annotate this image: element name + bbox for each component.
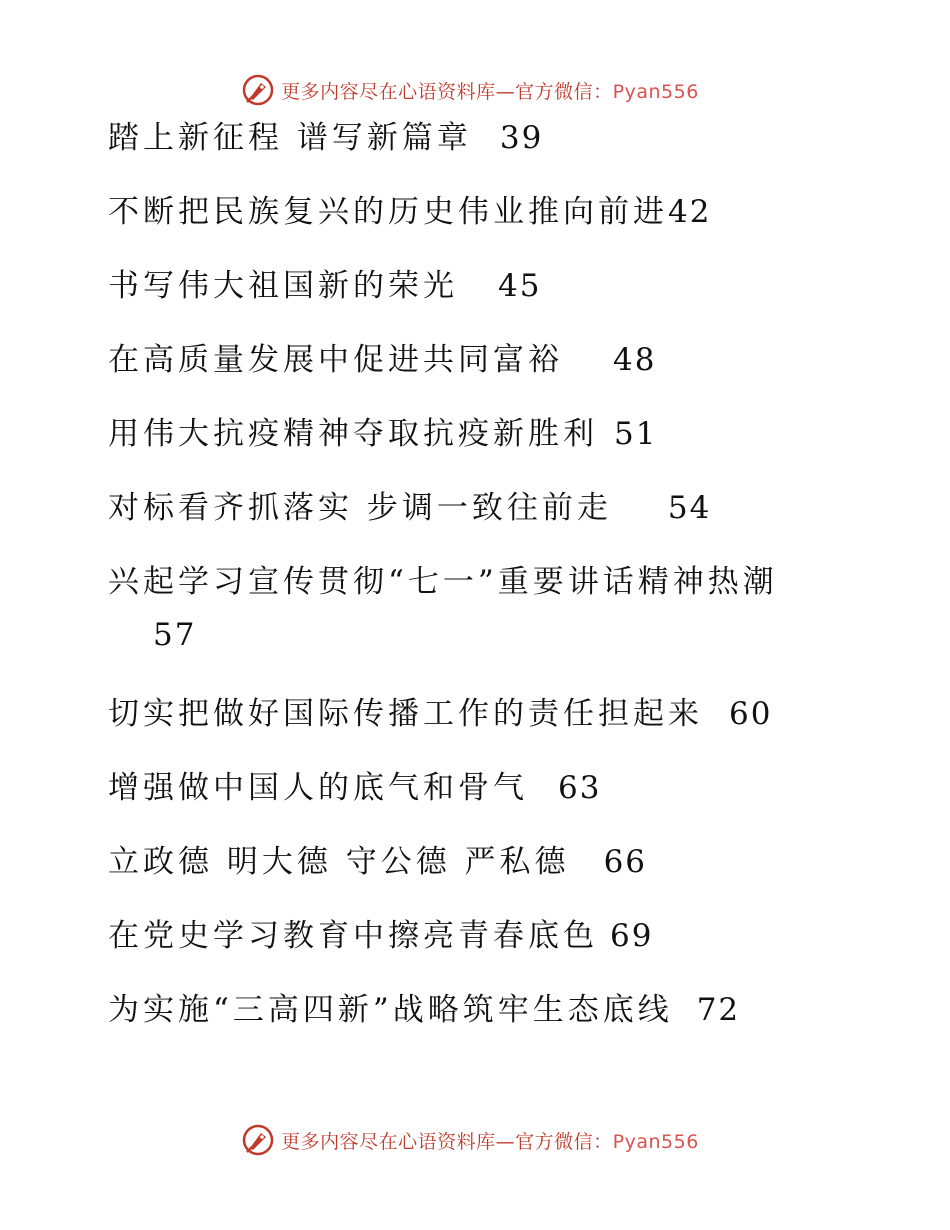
toc-item[interactable] [108,836,828,910]
toc-title: 在党史学习教育中擦亮青春底色 [108,918,598,954]
watermark-content [241,1123,699,1157]
toc-item[interactable] [108,762,828,836]
toc-page-number: 42 [668,194,712,230]
toc-title: 不断把民族复兴的历史伟业推向前进 [108,194,668,230]
toc-item[interactable] [108,112,828,186]
toc-page-number: 57 [153,617,197,653]
toc-title: 立政德 明大德 守公德 严私德 [108,844,570,880]
toc-page-number: 63 [558,770,602,806]
watermark-content [241,73,699,107]
toc-item[interactable] [108,186,828,260]
toc-page-number: 39 [499,120,544,156]
toc-item[interactable] [108,984,828,1058]
toc-page-number: 60 [729,696,773,732]
pen-nib-icon [241,73,275,107]
pen-nib-icon [241,1123,275,1157]
toc-title: 书写伟大祖国新的荣光 [108,268,458,304]
toc-item[interactable] [108,688,828,762]
toc-item[interactable] [108,334,828,408]
toc-title: 增强做中国人的底气和骨气 [108,770,528,806]
toc-page-number: 54 [667,490,712,526]
toc-item[interactable] [108,408,828,482]
toc-page-number: 69 [610,918,654,954]
toc-page-number: 66 [603,844,648,880]
toc-title: 在高质量发展中促进共同富裕 [108,342,563,378]
toc-page-number: 72 [696,992,741,1028]
watermark-text: 更多内容尽在心语资料库—官方微信：Pyan556 [281,80,699,103]
toc-page-number: 51 [614,416,658,452]
toc-item[interactable] [108,260,828,334]
footer-watermark [0,1120,950,1160]
toc-page-number: 48 [613,342,657,378]
toc-title: 切实把做好国际传播工作的责任担起来 [108,696,703,732]
header-watermark [0,70,950,110]
toc-title: 对标看齐抓落实 步调一致往前走 [108,490,612,526]
toc-title: 兴起学习宣传贯彻“七一”重要讲话精神热潮 [108,564,778,600]
toc-title: 踏上新征程 谱写新篇章 [108,120,472,156]
toc-page-number: 45 [498,268,542,304]
watermark-text: 更多内容尽在心语资料库—官方微信：Pyan556 [281,1130,699,1153]
toc-title: 用伟大抗疫精神夺取抗疫新胜利 [108,416,598,452]
table-of-contents [108,112,828,1058]
toc-title: 为实施“三高四新”战略筑牢生态底线 [108,992,673,1028]
toc-item[interactable] [108,482,828,556]
toc-item[interactable] [108,556,828,688]
toc-item[interactable] [108,910,828,984]
